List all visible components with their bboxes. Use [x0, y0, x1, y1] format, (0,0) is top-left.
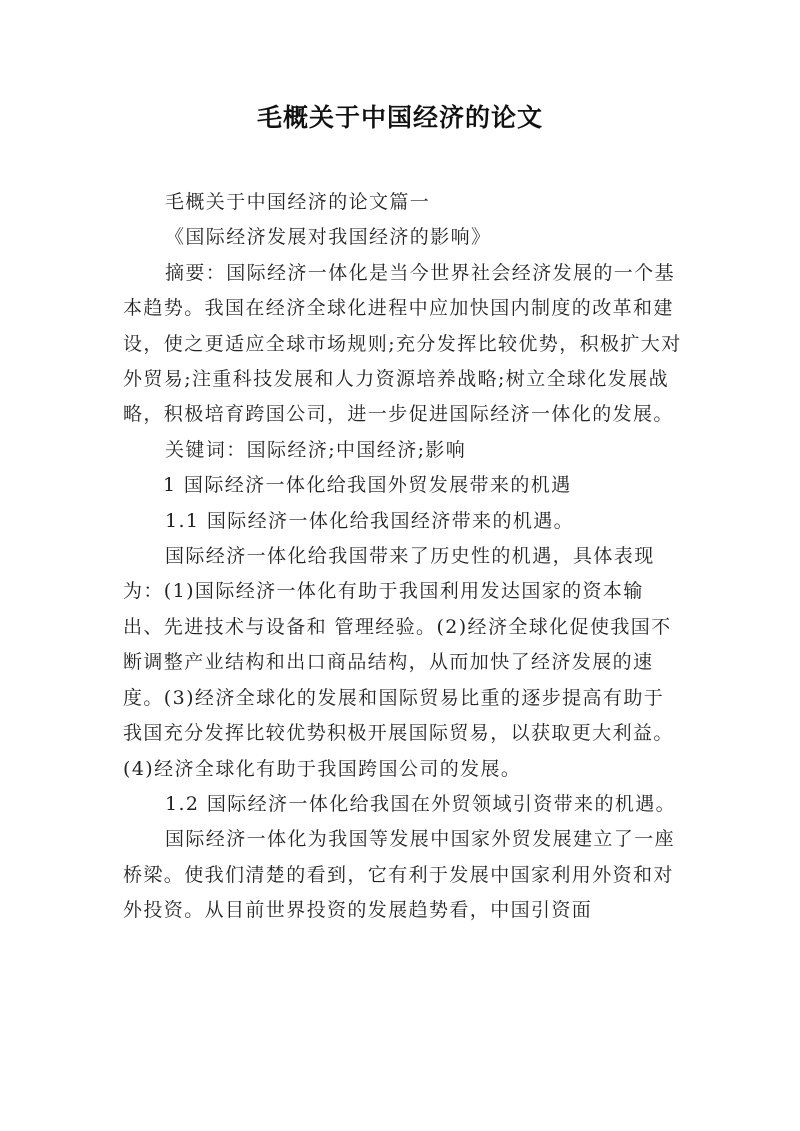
section-heading-1-1: 1.1 国际经济一体化给我国经济带来的机遇。 [165, 509, 575, 532]
body-paragraph: 国际经济一体化为我国等发展中国家外贸发展建立了一座桥梁。使我们清楚的看到，它有利于发展中国家利用外资和对外投资。从目前世界投资的发展趋势看，中国引资面 [123, 828, 676, 922]
section-heading-1: 1 国际经济一体化给我国外贸发展带来的机遇 [163, 474, 572, 497]
article-heading: 毛概关于中国经济的论文篇一 [165, 191, 431, 213]
document-title: 毛概关于中国经济的论文 [256, 103, 543, 132]
abstract-paragraph: 摘要：国际经济一体化是当今世界社会经济发展的一个基本趋势。我国在经济全球化进程中应加快国内制度的改革和建设，使之更适应全球市场规则;充分发挥比较优势，积极扩大对外贸易;注重科技发展和人力资源培养战略;树立全球化发展战略，积极培育跨国公司，进一步促进国际经济一体化的发展。 [123, 261, 682, 426]
section-heading-1-2: 1.2 国际经济一体化给我国在外贸领域引资带来的机遇。 [165, 792, 677, 815]
document-body [123, 185, 683, 929]
body-paragraph: 国际经济一体化给我国带来了历史性的机遇，具体表现为：(1)国际经济一体化有助于我国利用发达国家的资本输出、先进技术与设备和 管理经验。(2)经济全球化促使我国不断调整产业结构和出口商品结构，从而加快了经济发展的速度。(3)经济全球化的发展和国际贸易比重的逐步提高有助于我国充分发挥比较优势积极开展国际贸易，以获取更大利益。(4)经济全球化有助于我国跨国公司的发展。 [123, 545, 674, 780]
article-subtitle: 《国际经济发展对我国经济的影响》 [165, 226, 492, 249]
keywords-paragraph: 关键词：国际经济;中国经济;影响 [165, 438, 467, 461]
